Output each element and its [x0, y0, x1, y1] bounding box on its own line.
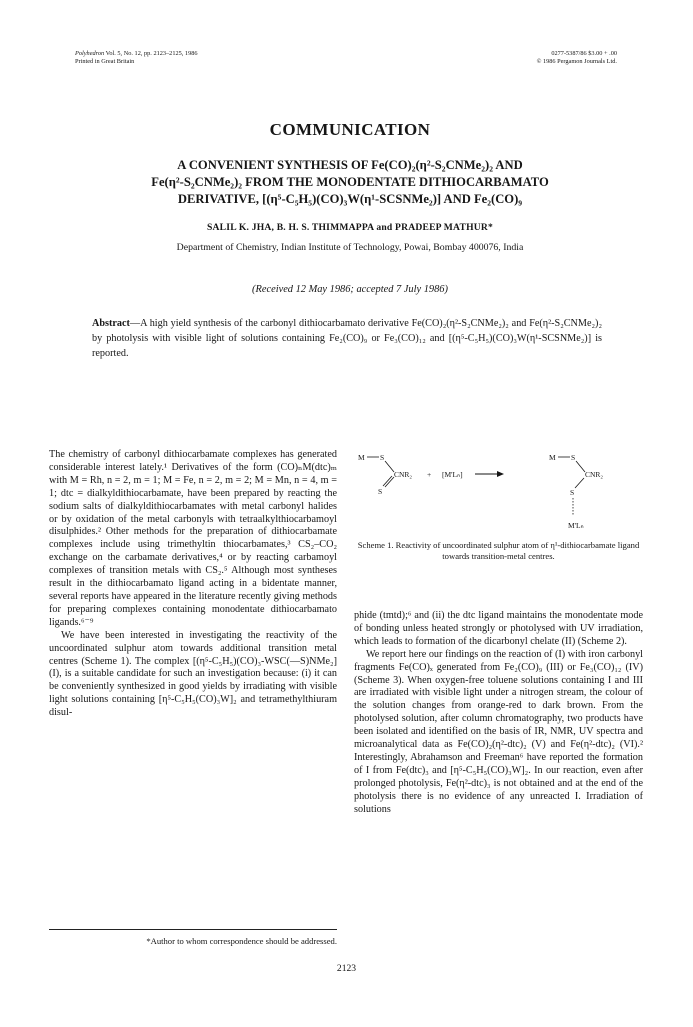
journal-name: Polyhedron — [75, 50, 105, 57]
section-heading: COMMUNICATION — [269, 120, 431, 139]
footnote: *Author to whom correspondence should be addressed. — [146, 936, 337, 946]
journal-citation: Vol. 5, No. 12, pp. 2123–2125, 1986 — [105, 50, 198, 57]
printed-note: Printed in Great Britain — [75, 58, 135, 65]
scheme-plus: + — [427, 470, 432, 479]
journal-header-right — [537, 50, 617, 66]
abstract — [92, 316, 602, 361]
scheme-reagent: [M'Lₙ] — [442, 470, 463, 479]
scheme-sulphur-bottom-left: S — [378, 487, 383, 496]
paragraph: We have been interested in investigating the reactivity of the uncoordinated sulphur atom towards additional transition metal centres (Scheme 1). The complex [(η⁵-C₅H₅)(CO)₃-WSC(—S)NMe₂] (I), is a suitable candidate for such an investigation because: (i) it can be conveniently synthesized in good yields by irradiating with visible light solutions containing [η⁵-C₅H₅(CO)₃W]₂ and tetramethylthiuram disul- — [49, 629, 337, 719]
abstract-text: —A high yield synthesis of the carbonyl dithiocarbamato derivative Fe(CO)₂(η²-S₂CNMe₂)₂ and Fe(η²-S₂CNMe₂)₂ by photolysis with visible light of solutions containing Fe₂(CO)₉ or Fe₃(CO)₁₂ and [(η⁵-C₅H₅)(CO)₃W(η¹-SCSNMe₂)] is reported. — [92, 318, 602, 359]
paragraph: phide (tmtd);⁶ and (ii) the dtc ligand maintains the monodentate mode of bonding unless heated strongly or photolysed with UV irradiation, which leads to formation of the dicarbonyl chelate (II) (Scheme 2). — [354, 610, 643, 647]
title-line-3: DERIVATIVE, [(η⁵-C₅H₅)(CO)₃W(η¹-SCSNMe₂)] AND Fe₂(CO)₉ — [177, 192, 523, 206]
scheme-metal-prime: M'Lₙ — [568, 521, 584, 530]
abstract-label: Abstract — [92, 318, 130, 329]
article-title — [80, 157, 620, 208]
body-column-right — [354, 610, 643, 817]
paragraph: We report here our findings on the reaction of (I) with iron carbonyl fragments Fe(CO)ₓ generated from Fe₂(CO)₉ (III) or Fe₃(CO)₁₂ (IV) (Scheme 3). When oxygen-free toluene solutions containing I and III are irradiated with visible light under a nitrogen stream, the colour of the solution changes from orange-red to dark brown. From the photolysed solution, after column chromatography, two products have been isolated and identified on the basis of IR, NMR, UV spectra and microanalytical data as Fe(CO)₂(η²-dtc)₂ (V) and Fe(η²-dtc)₂ (VI).² Interestingly, Abrahamson and Freeman⁶ have reported the formation of I from Fe(dtc)₃ and [η⁵-C₅H₅(CO)₃W]₂. In our reaction, even after prolonged photolysis, Fe(η²-dtc)₃ is not obtained and at the end of the photolysis there is no evidence of any unreacted I. Irradiation of solutions — [354, 648, 643, 815]
copyright: © 1986 Pergamon Journals Ltd. — [536, 58, 617, 65]
scheme-caption: Scheme 1. Reactivity of uncoordinated sulphur atom of η¹-dithiocarbamate ligand towards transition-metal centres. — [357, 540, 640, 561]
scheme-cnr2-left: CNR₂ — [394, 470, 413, 479]
body-column-left — [49, 449, 337, 720]
affiliation: Department of Chemistry, Indian Institute of Technology, Powai, Bombay 400076, India — [176, 242, 524, 253]
received-dates: (Received 12 May 1986; accepted 7 July 1986) — [252, 284, 448, 295]
page-number: 2123 — [336, 963, 357, 974]
paragraph: The chemistry of carbonyl dithiocarbamate complexes has generated considerable interest lately.¹ Derivatives of the form (CO)ₙM(dtc)ₘ with M = Rh, n = 2, m = 1; M = Fe, n = 2, m = 2; M = Mn, n = 4, m = 1; dtc = dialkyldithiocarbamate, have been prepared by reacting the sodium salts of dialkyldithiocarbamates with metal carbonyl halides or by oxidation of the metal carbonyls with tetraalkylthiocarbamoyl disulphides.² Other methods for the preparation of dithiocarbamate complexes include using trimethyltin thiocarbamates,³ CS₂–CO₂ exchange on the carbamate derivatives,⁴ or by reacting carbamoyl complexes of transition metals with CS₂.⁵ Although most syntheses result in the dithiocarbamato ligand acting in a bidentate manner, several reports have appeared in the literature recently giving methods for preparing complexes containing monodentate dithiocarbamato ligands.⁶⁻⁹ — [49, 449, 337, 628]
scheme-sulphur-top-left: S — [380, 453, 385, 462]
issn-price: 0277-5387/86 $3.00 + .00 — [551, 50, 617, 57]
title-line-1: A CONVENIENT SYNTHESIS OF Fe(CO)₂(η²-S₂CNMe₂)₂ AND — [177, 158, 523, 172]
scheme-1-diagram — [354, 448, 643, 538]
journal-header-left — [75, 50, 198, 66]
authors: SALIL K. JHA, B. H. S. THIMMAPPA and PRADEEP MATHUR* — [207, 222, 493, 233]
scheme-sulphur-top-right: S — [571, 453, 576, 462]
scheme-sulphur-mid-right: S — [570, 488, 575, 497]
footnote-divider — [49, 929, 337, 930]
scheme-metal-right: M — [549, 453, 556, 462]
scheme-metal-left: M — [358, 453, 365, 462]
scheme-cnr2-right: CNR₂ — [585, 470, 604, 479]
title-line-2: Fe(η²-S₂CNMe₂)₂ FROM THE MONODENTATE DITHIOCARBAMATO — [151, 175, 549, 189]
